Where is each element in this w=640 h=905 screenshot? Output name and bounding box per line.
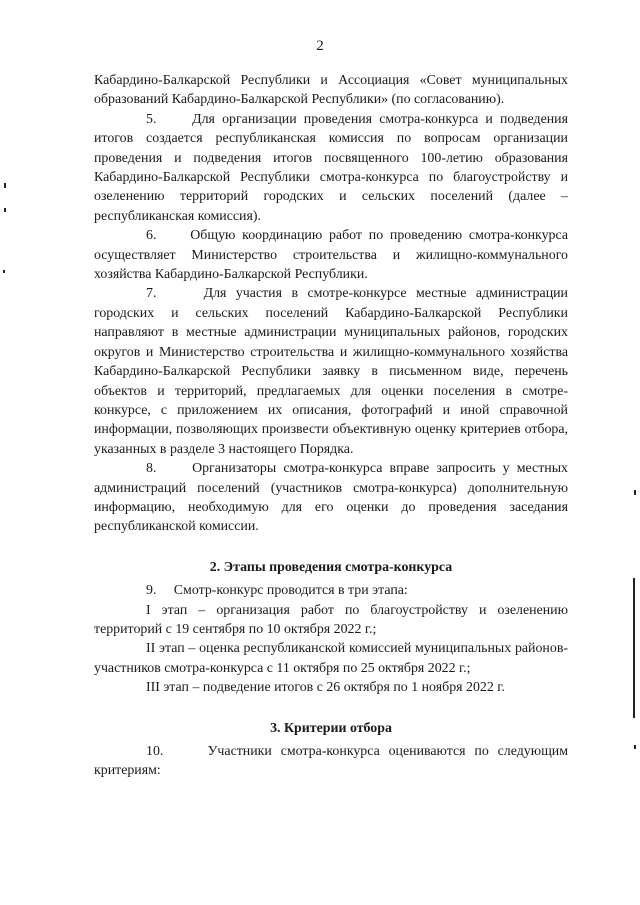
scan-mark-right-3 — [634, 745, 636, 749]
scan-mark-left-2 — [4, 208, 6, 212]
section-3-heading: 3. Критерии отбора — [270, 720, 392, 736]
document-body — [94, 71, 568, 781]
page-number: 2 — [316, 38, 324, 54]
paragraph-8: 8. Организаторы смотра-конкурса вправе запросить у местных администраций поселений (участников смотра-конкурса) дополнительную информацию, необходимую для его оценки до проведения заседания республиканской комиссии. — [94, 461, 568, 535]
paragraph-continuation: Кабардино-Балкарской Республики и Ассоциация «Совет муниципальных образований Кабардино-Балкарской Республики» (по согласованию). — [94, 73, 568, 108]
paragraph-10: 10. Участники смотра-конкурса оцениваются по следующим критериям: — [94, 744, 568, 779]
scan-mark-left-3 — [3, 270, 5, 273]
paragraph-5: 5. Для организации проведения смотра-конкурса и подведения итогов создается республиканская комиссия по вопросам организации проведения и подведения итогов посвященного 100-летию образования Кабардино-Балкарской Республики смотра-конкурса по благоустройству и озеленению территорий городских и сельских поселений (далее – республиканская комиссия). — [94, 111, 568, 224]
stage-2: II этап – оценка республиканской комиссией муниципальных районов-участников смотра-конкурса с 11 октября по 25 октября 2022 г.; — [94, 641, 568, 676]
stage-1: I этап – организация работ по благоустройству и озеленению территорий с 19 сентября по 10 октября 2022 г.; — [94, 602, 568, 637]
section-2-heading: 2. Этапы проведения смотра-конкурса — [209, 559, 453, 575]
paragraph-9: 9. Смотр-конкурс проводится в три этапа: — [146, 583, 408, 599]
scan-mark-right-2 — [633, 578, 635, 718]
paragraph-6: 6. Общую координацию работ по проведению смотра-конкурса осуществляет Министерство строительства и жилищно-коммунального хозяйства Кабардино-Балкарской Республики. — [94, 228, 568, 283]
paragraph-7: 7. Для участия в смотре-конкурсе местные администрации городских и сельских поселений Кабардино-Балкарской Республики направляют в местные администрации муниципальных районов, городских округов и Министерство строительства и жилищно-коммунального хозяйства Кабардино-Балкарской Республики заявку в письменном виде, перечень объектов и территорий, предлагаемых для оценки поселения в смотре-конкурсе, с приложением их описания, фотографий и иной справочной информации, позволяющих произвести объективную оценку критериев отбора, указанных в разделе 3 настоящего Порядка. — [94, 286, 568, 457]
scan-mark-left-1 — [4, 183, 6, 188]
scan-mark-right-1 — [634, 490, 636, 495]
stage-3: III этап – подведение итогов с 26 октября по 1 ноября 2022 г. — [146, 680, 505, 696]
